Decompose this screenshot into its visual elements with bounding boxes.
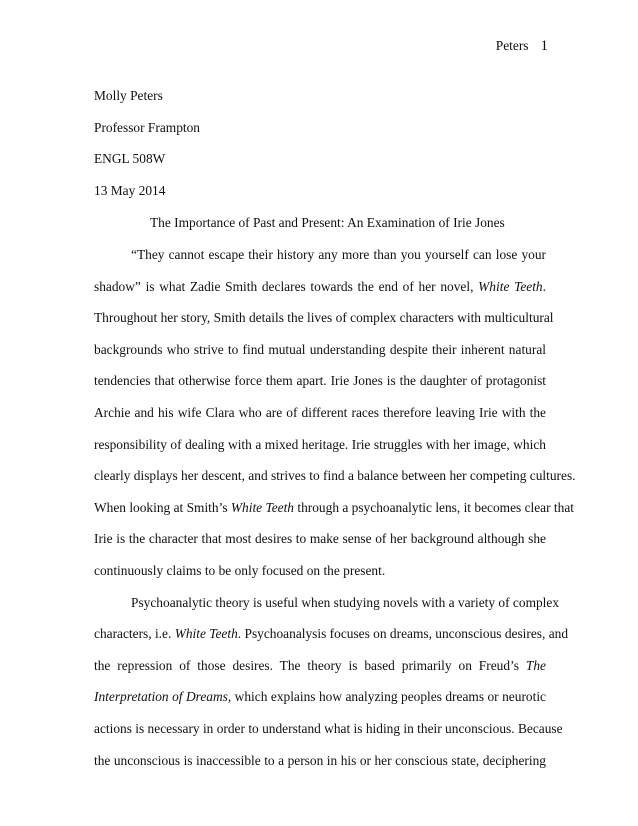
body-line <box>94 492 575 524</box>
body-text: through a psychoanalytic lens, it becomes clear that <box>297 499 575 515</box>
body-line: backgrounds who strive to find mutual understanding despite their inherent natural <box>94 341 546 357</box>
essay-date: 13 May 2014 <box>94 182 166 198</box>
body-line <box>94 650 546 682</box>
course-name: ENGL 508W <box>94 151 166 167</box>
body-line: Psychoanalytic theory is useful when studying novels with a variety of complex <box>131 594 560 610</box>
body-line: the unconscious is inaccessible to a person in his or her conscious state, deciphering <box>94 752 546 768</box>
body-line: responsibility of dealing with a mixed heritage. Irie struggles with her image, which <box>94 436 546 452</box>
body-line: clearly displays her descent, and strives to find a balance between her competing cultures. <box>94 468 576 484</box>
body-line <box>94 271 546 303</box>
running-head-surname: Peters <box>495 38 529 53</box>
body-line <box>94 681 546 713</box>
essay-body <box>94 239 576 776</box>
body-line: continuously claims to be only focused on the present. <box>94 562 386 578</box>
body-text: the repression of those desires. The theory is based primarily on Freud’s <box>94 657 519 673</box>
mla-heading <box>94 80 200 206</box>
body-text: , which explains how analyzing peoples dreams or neurotic <box>227 689 546 705</box>
book-title: The <box>525 657 546 673</box>
body-line: Throughout her story, Smith details the lives of complex characters with multicultural <box>94 310 554 326</box>
body-text: . <box>542 278 546 294</box>
body-text: When looking at Smith’s <box>94 499 228 515</box>
instructor-name: Professor Frampton <box>94 119 201 135</box>
student-name: Molly Peters <box>94 88 163 103</box>
body-line <box>94 618 569 650</box>
body-line: “They cannot escape their history any more than you yourself can lose your <box>131 247 546 262</box>
running-header <box>496 38 548 55</box>
body-text: . Psychoanalysis focuses on dreams, unconscious desires, and <box>237 626 569 642</box>
body-text: shadow” is what Zadie Smith declares towards the end of her novel, <box>94 278 474 294</box>
book-title: White Teeth <box>230 499 294 515</box>
book-title: Interpretation of Dreams <box>94 689 228 705</box>
body-line: Irie is the character that most desires to make sense of her background although she <box>94 531 546 547</box>
essay-title: The Importance of Past and Present: An Examination of Irie Jones <box>150 215 505 230</box>
body-line: actions is necessary in order to understand what is hiding in their unconscious. Because <box>94 720 563 736</box>
page-number: 1 <box>540 38 548 54</box>
book-title: White Teeth <box>174 626 238 642</box>
body-text: characters, i.e. <box>94 626 172 642</box>
body-line: tendencies that otherwise force them apart. Irie Jones is the daughter of protagonist <box>94 373 546 389</box>
body-line: Archie and his wife Clara who are of different races therefore leaving Irie with the <box>94 404 546 420</box>
book-title: White Teeth <box>478 278 543 294</box>
